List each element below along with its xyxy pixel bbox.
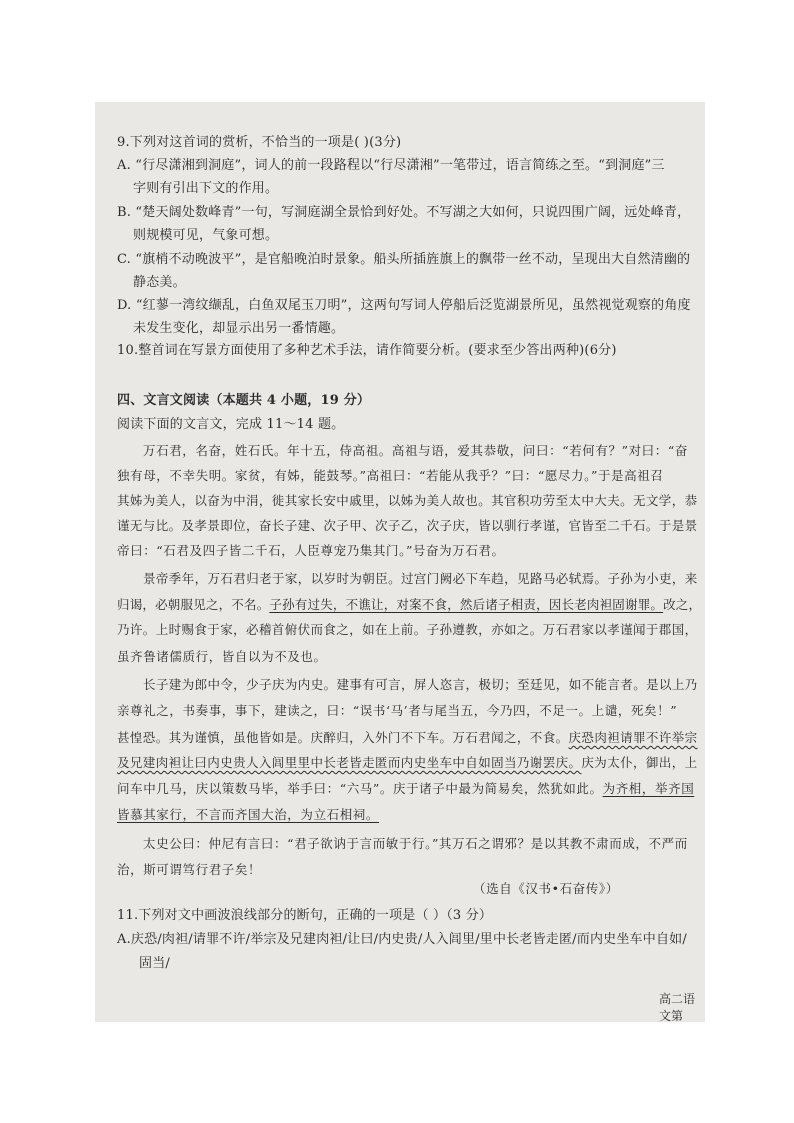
q9-option-c-line2: 静态美。 bbox=[133, 275, 186, 290]
passage-p3-line3-start: 甚惶恐。其为谨慎，虽他皆如是。庆醉归，入外门不下车。万石君闻之，不食。 bbox=[117, 730, 569, 745]
section-instruction: 阅读下面的文言文，完成 11～14 题。 bbox=[117, 417, 345, 432]
passage-p3-line3 bbox=[117, 729, 698, 747]
passage-p3-line5-start: 问车中几马，庆以策数马毕，举手曰：“六马”。庆于诸子中最为简易矣，然犹如此。 bbox=[117, 781, 603, 796]
q9-option-a-line2: 字则有引出下文的作用。 bbox=[133, 181, 279, 196]
passage-p1-line2: 独有母，不幸失明。家贫，有姊，能鼓琴。”高祖曰：“若能从我乎？”曰：“愿尽力。”于是高祖召 bbox=[117, 468, 664, 483]
wavy-line-part-1: 庆恐肉袒请罪不许举宗 bbox=[568, 730, 698, 745]
passage-p1-line1: 万石君，名奋，姓石氏。年十五，侍高祖。高祖与语，爱其恭敬，问曰：“若何有？”对曰：“奋 bbox=[143, 443, 688, 458]
q9-option-b-line1: B. “楚天阔处数峰青”一句，写洞庭湖全景恰到好处。不写湖之大如何，只说四围广阔，远处峰青， bbox=[117, 205, 691, 220]
q11-stem: 11.下列对文中画波浪线部分的断句，正确的一项是（ ）（3 分） bbox=[117, 908, 493, 923]
q9-option-c-line1: C. “旗梢不动晚波平”，是官船晚泊时景象。船头所插旌旗上的飘带一丝不动，呈现出大自然清幽的 bbox=[117, 252, 691, 267]
passage-source: （选自《汉书•石奋传》） bbox=[473, 881, 619, 896]
passage-p3-line4 bbox=[117, 754, 698, 772]
passage-p3-line6 bbox=[117, 806, 379, 824]
passage-p2-line2 bbox=[117, 596, 701, 614]
passage-p2-line4: 虽齐鲁诸儒质行，皆自以为不及也。 bbox=[117, 649, 327, 664]
q11-option-a-line2: 固当/ bbox=[139, 956, 170, 971]
passage-p3-line5 bbox=[117, 780, 694, 798]
q10-stem: 10.整首词在写景方面使用了多种艺术手法，请作简要分析。(要求至少答出两种)(6分) bbox=[117, 343, 617, 358]
passage-p2-line2-start: 归谒，必朝服见之，不名。 bbox=[117, 597, 270, 612]
passage-p2-line3: 乃许。上时赐食于家，必稽首俯伏而食之，如在上前。子孙遵教，亦如之。万石君家以孝谨闻于郡国， bbox=[117, 622, 698, 637]
passage-p3-line1: 长子建为郎中令，少子庆为内史。建事有可言，屏人恣言，极切；至廷见，如不能言者。是以上乃 bbox=[143, 677, 698, 692]
passage-p3-line4-end: 庆为太仆，御出，上 bbox=[581, 755, 698, 770]
passage-p4-line2: 治，斯可谓笃行君子矣！ bbox=[117, 862, 262, 877]
passage-p1-line5: 帝曰：“石君及四子皆二千石，人臣尊宠乃集其门。”号奋为万石君。 bbox=[117, 543, 505, 558]
underlined-sentence-1: 子孙有过失，不谯让，对案不食，然后诸子相责，因长老肉袒固谢罪。 bbox=[269, 597, 664, 612]
exam-page bbox=[95, 102, 705, 1022]
page-footer: 高二语文第 bbox=[659, 992, 696, 1022]
passage-p4-line1: 太史公曰：仲尼有言曰：“君子欲讷于言而敏于行。”其万石之谓邪？是以其教不肃而成，不严而 bbox=[143, 836, 688, 851]
q9-option-b-line2: 则规模可见，气象可想。 bbox=[133, 228, 279, 243]
underlined-sentence-2-part-1: 为齐相，举齐国 bbox=[602, 781, 695, 796]
passage-p1-line3: 其姊为美人，以奋为中涓，徙其家长安中戚里，以姊为美人故也。其官积功劳至太中大夫。无文学，恭 bbox=[117, 493, 698, 508]
passage-p1-line4: 谨无与比。及孝景即位，奋长子建、次子甲、次子乙，次子庆，皆以驯行孝谨，官皆至二千石。于是景 bbox=[117, 518, 698, 533]
passage-p2-line2-end: 改之， bbox=[663, 597, 702, 612]
q9-option-d-line2: 未发生变化，却显示出另一番情趣。 bbox=[133, 321, 345, 336]
underlined-sentence-2-part-2: 皆慕其家行，不言而齐国大治，为立石相祠。 bbox=[117, 807, 380, 822]
passage-p2-line1: 景帝季年，万石君归老于家，以岁时为朝臣。过宫门阙必下车趋，见路马必轼焉。子孙为小吏，来 bbox=[143, 571, 698, 586]
q9-stem: 9.下列对这首词的赏析，不恰当的一项是( )(3分) bbox=[117, 135, 402, 150]
q9-option-a-line1: A. “行尽潇湘到洞庭”，词人的前一段路程以“行尽潇湘”一笔带过，语言简练之至。“到洞庭”三 bbox=[117, 158, 665, 173]
passage-p3-line2: 亲尊礼之，书奏事，事下，建读之，曰：“误书‘马’者与尾当五，今乃四，不足一。上谴，死矣！” bbox=[117, 703, 678, 718]
q9-option-d-line1: D. “红蓼一湾纹缬乱，白鱼双尾玉刀明”，这两句写词人停船后泛览湖景所见，虽然视觉观察的角度 bbox=[117, 298, 691, 313]
q11-option-a-line1: A.庆恐/肉袒/请罪不许/举宗及兄建肉袒/让曰/内史贵/人入闾里/里中长老皆走匿/而内史坐车中自如/ bbox=[117, 932, 687, 947]
section-title: 四、文言文阅读（本题共 4 小题，19 分） bbox=[117, 393, 371, 408]
wavy-line-part-2: 及兄建肉袒让曰内史贵人入闾里里中长老皆走匿而内史坐车中自如固当乃谢罢庆。 bbox=[117, 755, 582, 770]
